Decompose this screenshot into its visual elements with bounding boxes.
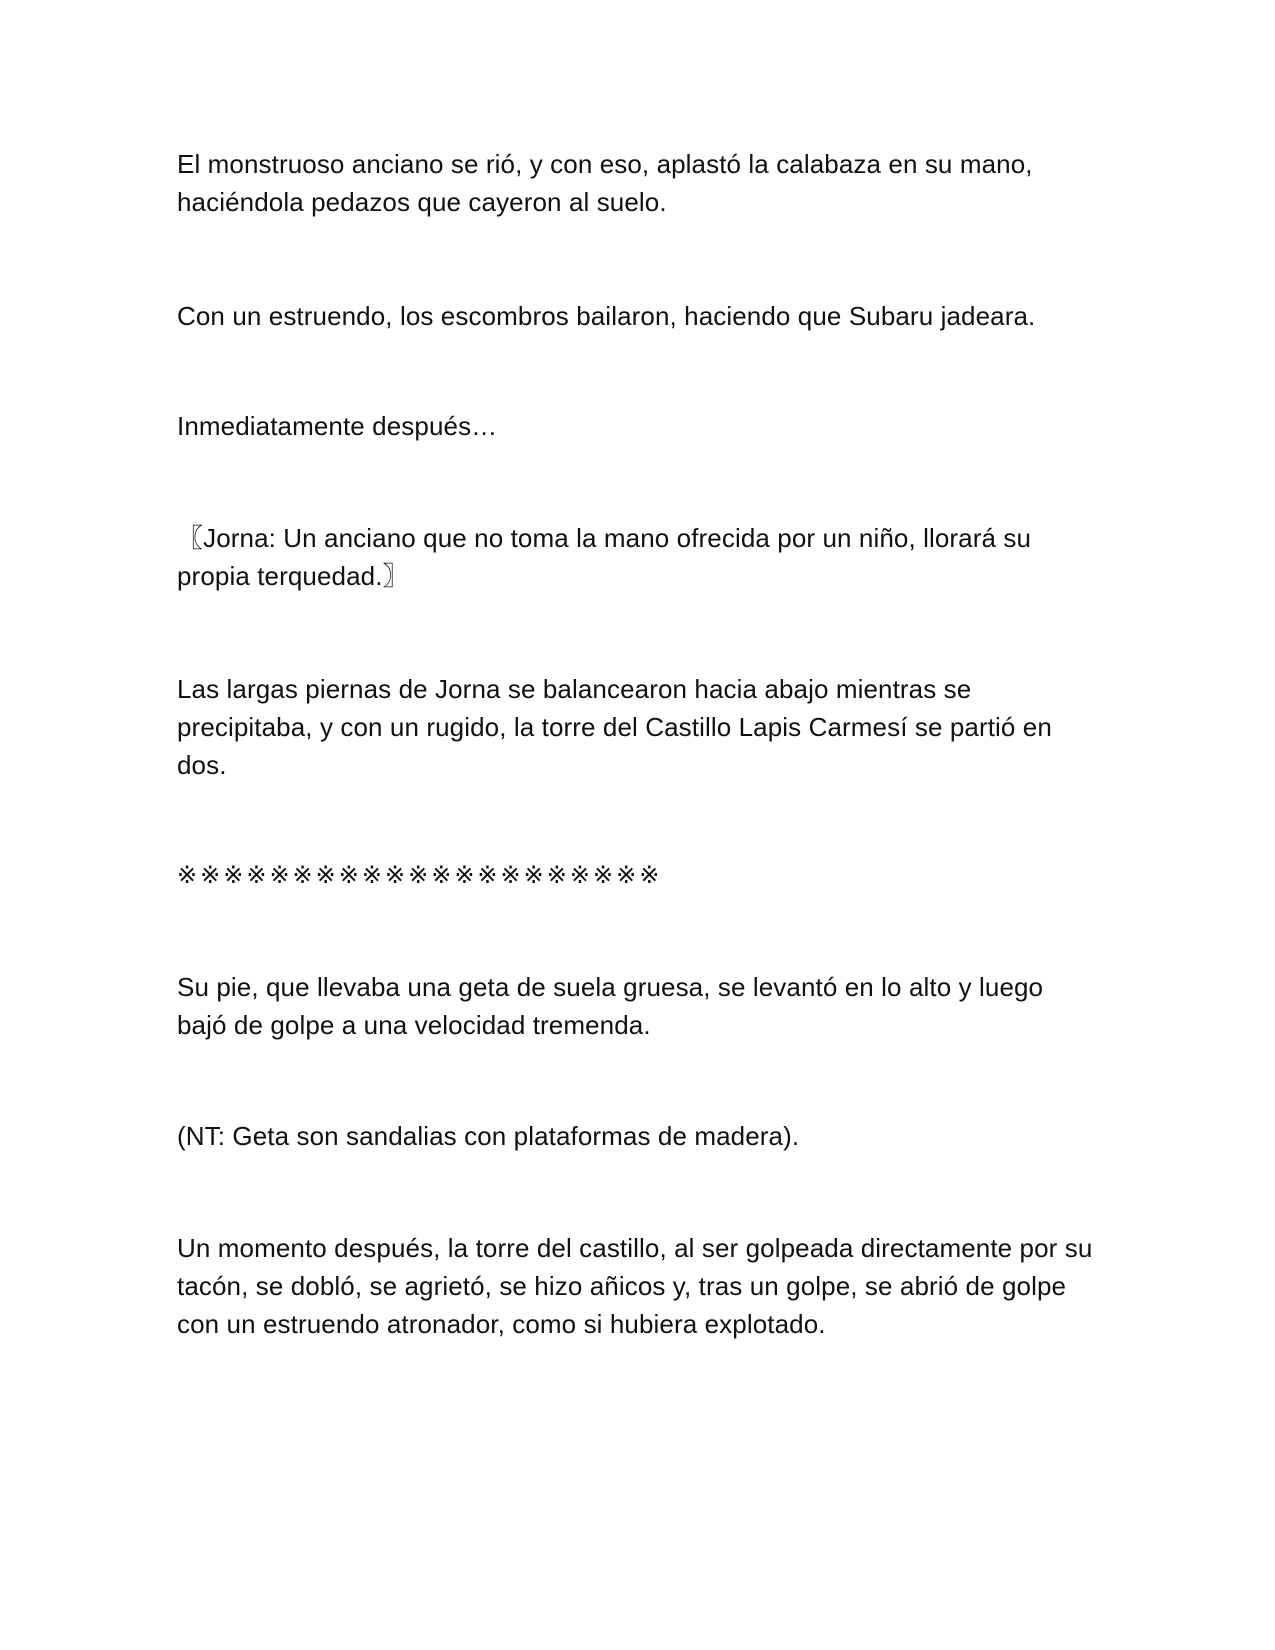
paragraph-1: El monstruoso anciano se rió, y con eso, aplastó la calabaza en su mano, haciéndola pedazos que cayeron al suelo. (177, 149, 1033, 217)
paragraph-9: Un momento después, la torre del castillo, al ser golpeada directamente por su tacón, se dobló, se agrietó, se hizo añicos y, tras un golpe, se abrió de golpe con un estruendo atronador, como si hubiera explotado. (177, 1233, 1093, 1339)
paragraph-5: Las largas piernas de Jorna se balancearon hacia abajo mientras se precipitaba, y con un rugido, la torre del Castillo Lapis Carmesí se partió en dos. (177, 674, 1052, 780)
paragraph-2: Con un estruendo, los escombros bailaron, haciendo que Subaru jadeara. (177, 301, 1036, 331)
dialogue-quote: 〖Jorna: Un anciano que no toma la mano ofrecida por un niño, llorará su propia terquedad.〗 (177, 523, 1032, 591)
scene-separator: ※※※※※※※※※※※※※※※※※※※※※ (177, 861, 663, 889)
paragraph-3: Inmediatamente después… (177, 411, 498, 441)
translator-note: (NT: Geta son sandalias con plataformas de madera). (177, 1121, 800, 1151)
paragraph-7: Su pie, que llevaba una geta de suela gruesa, se levantó en lo alto y luego bajó de golpe a una velocidad tremenda. (177, 972, 1044, 1040)
